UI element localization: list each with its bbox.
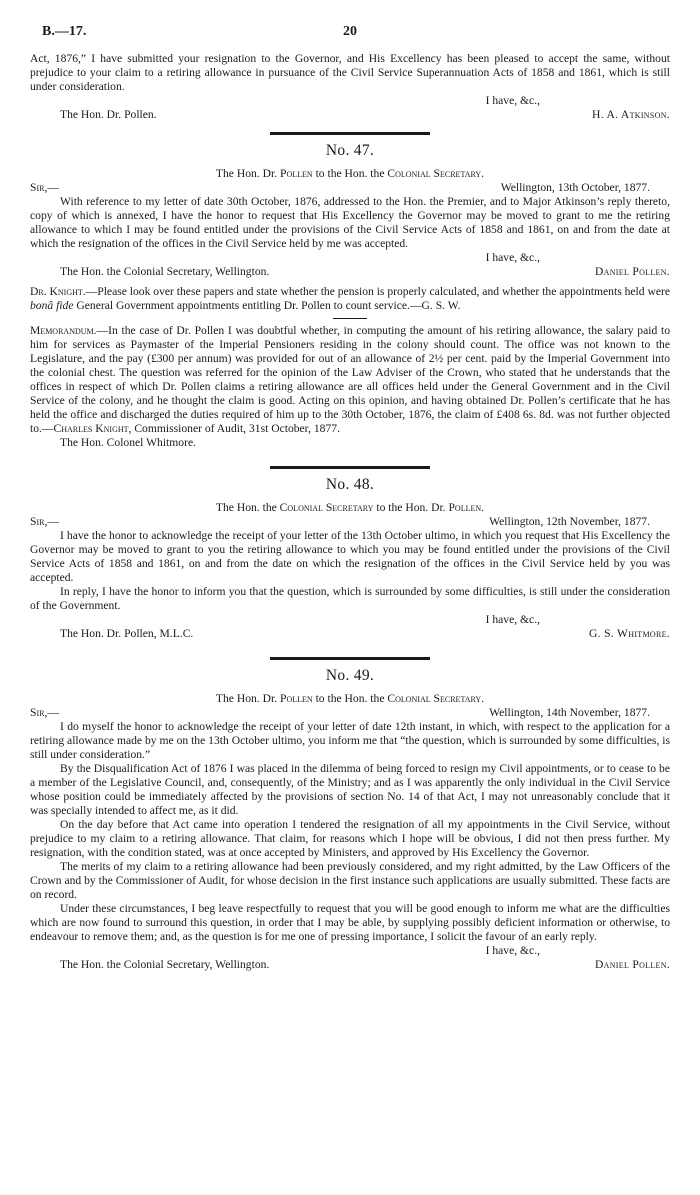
letter-49-salutation [30, 706, 670, 720]
letter-49-paragraph-3: On the day before that Act came into operation I tendered the resignation of all my appointments in the Civil Service, without prejudice to my claim to a retiring allowance. That claim, for reasons which I hope will be obvious, I did not then press further. My resignation, with the condition stated, was at once accepted by Ministers, and approved by His Excellency the Governor. [30, 818, 670, 859]
letter-47-body: With reference to my letter of date 30th October, 1876, addressed to the Hon. the Premier, and to Major Atkinson’s reply thereto, copy of which is annexed, I have the honor to request that His Excellency the Governor may be moved to grant to me the retiring allowance to which I may be found entitled under the provisions of the Civil Service Acts of 1858 and 1861, on and from the date at which the resignation of the offices in the Civil Service held by me was accepted. [30, 195, 670, 250]
intro-signer: H. A. Atkinson. [592, 108, 670, 121]
intro-closing: I have, &c., [485, 94, 540, 107]
letter-47-salutation [30, 181, 670, 195]
letter-49-paragraph-1: I do myself the honor to acknowledge the receipt of your letter of date 12th instant, in which, with respect to the application for a retiring allowance made by me on the 13th October ultimo, you inform me that “the question, which is surrounded by some difficulties, is still under consideration.” [30, 720, 670, 761]
letter-47-closing: I have, &c., [485, 251, 540, 264]
salutation: Sir,— [30, 515, 59, 528]
letter-47-signer: Daniel Pollen. [594, 265, 670, 278]
letter-48-heading: The Hon. the Colonial Secretary to the Hon. Dr. Pollen. [215, 501, 485, 514]
salutation: Sir,— [30, 181, 59, 194]
letter-47-recipient: The Hon. the Colonial Secretary, Wellington. [60, 265, 270, 278]
letter-49-closing: I have, &c., [485, 944, 540, 957]
memorandum: Memorandum.—In the case of Dr. Pollen I was doubtful whether, in computing the amount of his retiring allowance, the salary paid to him for services as Paymaster of the Imperial Pensioners residing in the colony should count. The office was not known to the Legislature, and the pay (£300 per annum) was provided for out of an allowance of 2½ per cent. paid by the Imperial Government into the colonial chest. The question was referred for the opinion of the Law Adviser of the Crown, who stated that he understands that the offices in respect of which Dr. Pollen claims a retiring allowance are all offices held under the General Government and in the Civil Service of the colony, and he thought the claim is good. Acting on this opinion, and having obtained Dr. Pollen’s certificate that he has held the office and discharged the duties required of him up to the 30th October, 1876, the claim of £408 6s. 8d. was not further objected to.—Charles Knight, Commissioner of Audit, 31st October, 1877. [30, 324, 670, 435]
letter-47-heading: The Hon. Dr. Pollen to the Hon. the Colonial Secretary. [215, 167, 485, 180]
letter-49-recipient: The Hon. the Colonial Secretary, Wellington. [60, 958, 270, 971]
letter-49-signature [30, 958, 670, 972]
page-header [30, 20, 670, 52]
document-reference: B.—17. [42, 24, 87, 39]
intro-signature [30, 108, 670, 122]
letter-47-signature [30, 265, 670, 279]
letter-48-body-2: In reply, I have the honor to inform you that the question, which is surrounded by some difficulties, is still under the consideration of the Government. [30, 585, 670, 612]
salutation: Sir,— [30, 706, 59, 719]
letter-49-paragraph-4: The merits of my claim to a retiring allowance had been previously considered, and my right admitted, by the Law Officers of the Crown and by the Commissioner of Audit, for whose decision in the first instance such applications are usually submitted. These facts are on record. [30, 860, 670, 901]
letter-48-signature [30, 627, 670, 641]
intro-recipient: The Hon. Dr. Pollen. [60, 108, 157, 121]
letter-number-47: No. 47. [325, 142, 375, 159]
letter-number-48: No. 48. [325, 476, 375, 493]
memorandum-recipient: The Hon. Colonel Whitmore. [60, 436, 196, 449]
letter-number-49: No. 49. [325, 667, 375, 684]
section-divider [270, 132, 430, 135]
section-divider [270, 657, 430, 660]
section-divider [270, 466, 430, 469]
letter-48-closing: I have, &c., [485, 613, 540, 626]
short-divider [333, 318, 367, 319]
letter-49-signer: Daniel Pollen. [594, 958, 670, 971]
letter-48-body-1: I have the honor to acknowledge the receipt of your letter of the 13th October ultimo, in which you request that His Excellency the Governor may be moved to grant to you the retiring allowance to which you may be found entitled under the provisions of the Civil Service Acts of 1858 and 1861, on and from the date on which the resignation of the offices in the Civil Service held by you was accepted. [30, 529, 670, 584]
letter-date: Wellington, 14th November, 1877. [489, 706, 650, 719]
letter-48-salutation [30, 515, 670, 529]
knight-note: Dr. Knight.—Please look over these papers and state whether the pension is properly calculated, and whether the appointments held were bonâ fide General Government appointments entitling Dr. Pollen to count service.—G. S. W. [30, 285, 670, 312]
letter-49-paragraph-2: By the Disqualification Act of 1876 I was placed in the dilemma of being forced to resign my Civil appointments, or to cease to be a member of the Legislative Council, and, consequently, of the Ministry; and as I was apparently the only individual in the Civil Service whose position could be immediately affected by the provisions of section No. 14 of that Act, I may not unreasonably conclude that it was specially intended to affect me, as it did. [30, 762, 670, 817]
letter-49-heading: The Hon. Dr. Pollen to the Hon. the Colonial Secretary. [215, 692, 485, 705]
intro-text: Act, 1876,” I have submitted your resignation to the Governor, and His Excellency has been pleased to accept the same, without prejudice to your claim to a retiring allowance in pursuance of the Civil Service Superannuation Acts of 1858 and 1861, which is still under consideration. [30, 52, 670, 93]
letter-48-signer: G. S. Whitmore. [589, 627, 670, 640]
letter-49-paragraph-5: Under these circumstances, I beg leave respectfully to request that you will be good enough to inform me what are the difficulties which are now found to surround this question, in order that I may be able, by supplying possibly deficient information or otherwise, to endeavour to remove them; and, as the question is for me one of pressing importance, I solicit the favour of an early reply. [30, 902, 670, 943]
page-number: 20 [343, 24, 357, 39]
letter-48-recipient: The Hon. Dr. Pollen, M.L.C. [60, 627, 194, 640]
letter-date: Wellington, 12th November, 1877. [489, 515, 650, 528]
letter-date: Wellington, 13th October, 1877. [500, 181, 650, 194]
